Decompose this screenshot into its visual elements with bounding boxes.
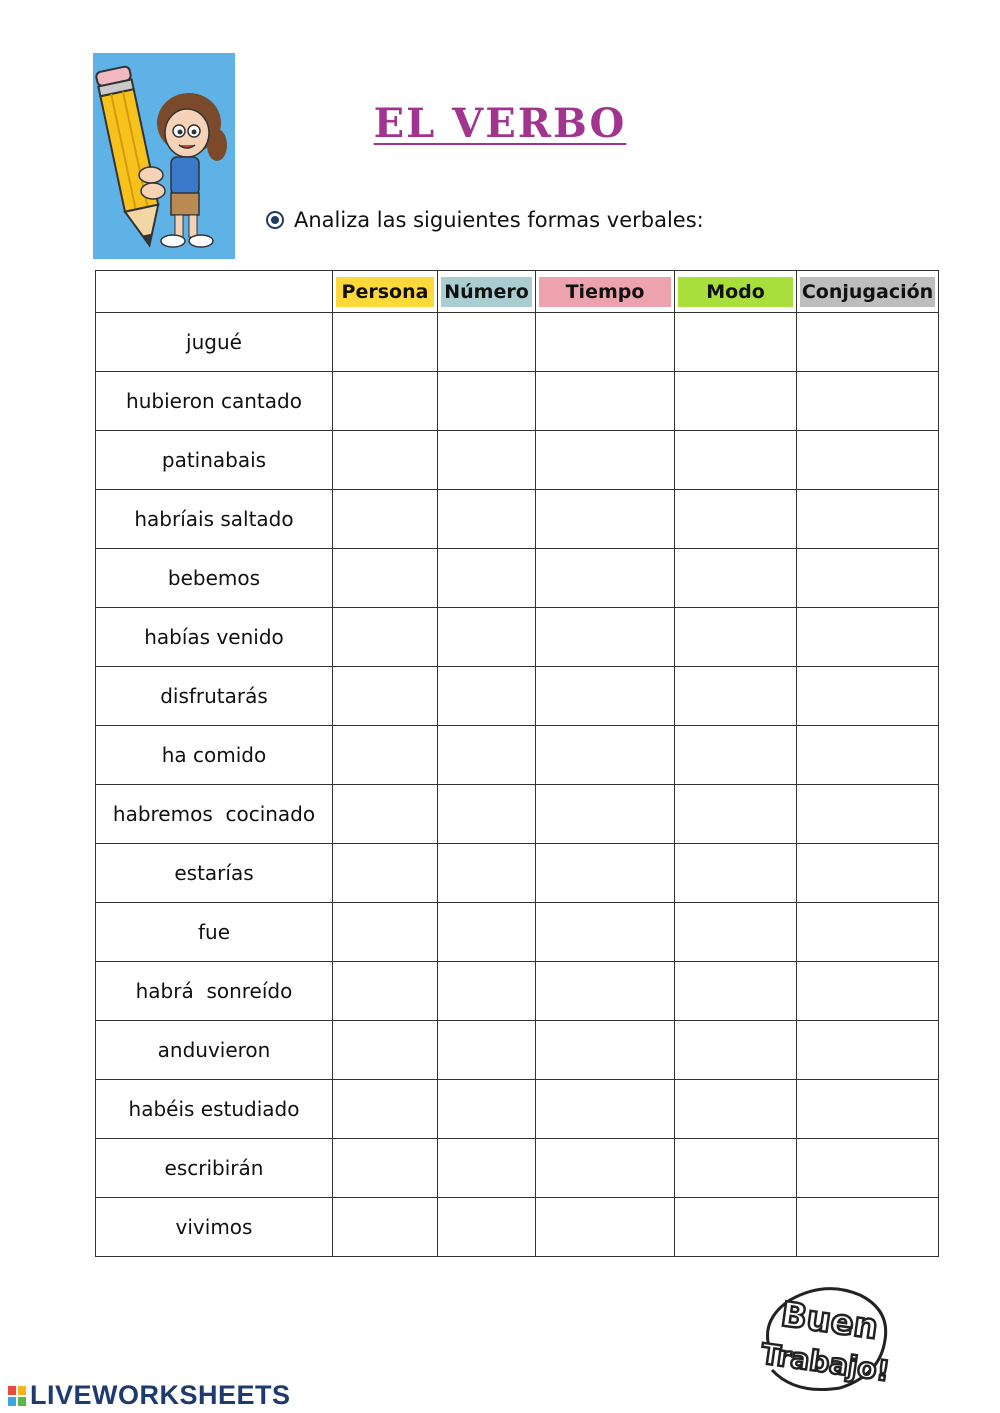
answer-cell[interactable] [438,785,536,844]
answer-cell[interactable] [333,490,438,549]
buen-trabajo-badge [750,1280,900,1395]
answer-cell[interactable] [536,313,675,372]
answer-cell[interactable] [438,1080,536,1139]
answer-cell[interactable] [797,962,939,1021]
table-row [96,608,939,667]
answer-cell[interactable] [333,667,438,726]
answer-cell[interactable] [797,667,939,726]
answer-cell[interactable] [438,608,536,667]
answer-cell[interactable] [438,903,536,962]
answer-cell[interactable] [536,431,675,490]
answer-cell[interactable] [438,1139,536,1198]
answer-cell[interactable] [797,1198,939,1257]
answer-cell[interactable] [675,903,797,962]
answer-cell[interactable] [797,1021,939,1080]
answer-cell[interactable] [438,726,536,785]
answer-cell[interactable] [536,667,675,726]
header-numero: Número [441,277,532,307]
answer-cell[interactable] [675,549,797,608]
header-cell [797,271,939,313]
table-row [96,962,939,1021]
answer-cell[interactable] [675,1139,797,1198]
header-conjugacion: Conjugación [800,277,935,307]
answer-cell[interactable] [536,1198,675,1257]
answer-cell[interactable] [675,608,797,667]
badge-line1: Buen [778,1294,881,1348]
answer-cell[interactable] [536,962,675,1021]
answer-cell[interactable] [438,667,536,726]
answer-cell[interactable] [536,726,675,785]
answer-cell[interactable] [536,1021,675,1080]
girl-with-pencil-icon [93,53,235,259]
answer-cell[interactable] [675,490,797,549]
table-row [96,844,939,903]
instruction [266,208,704,232]
table-row [96,903,939,962]
answer-cell[interactable] [333,372,438,431]
verb-cell: habremos cocinado [96,785,333,844]
verb-cell: patinabais [96,431,333,490]
answer-cell[interactable] [797,490,939,549]
answer-cell[interactable] [675,431,797,490]
table-row [96,1080,939,1139]
table-row [96,372,939,431]
header-modo: Modo [678,277,793,307]
answer-cell[interactable] [797,903,939,962]
verb-cell: habríais saltado [96,490,333,549]
verb-analysis-table [95,270,939,1257]
answer-cell[interactable] [675,785,797,844]
answer-cell[interactable] [675,1198,797,1257]
answer-cell[interactable] [536,785,675,844]
answer-cell[interactable] [797,372,939,431]
footer-brand: LIVEWORKSHEETS [30,1380,291,1410]
answer-cell[interactable] [438,313,536,372]
table-row [96,785,939,844]
answer-cell[interactable] [536,549,675,608]
table-row [96,431,939,490]
answer-cell[interactable] [797,1139,939,1198]
answer-cell[interactable] [536,608,675,667]
answer-cell[interactable] [797,549,939,608]
table-header-row [96,271,939,313]
table-row [96,726,939,785]
answer-cell[interactable] [797,431,939,490]
header-tiempo: Tiempo [539,277,671,307]
answer-cell[interactable] [675,667,797,726]
answer-cell[interactable] [675,726,797,785]
answer-cell[interactable] [333,726,438,785]
answer-cell[interactable] [675,313,797,372]
table-row [96,549,939,608]
header-persona: Persona [336,277,434,307]
answer-cell[interactable] [536,1139,675,1198]
answer-cell[interactable] [797,844,939,903]
answer-cell[interactable] [536,1080,675,1139]
answer-cell[interactable] [536,903,675,962]
girl-with-pencil-illustration [93,53,235,259]
answer-cell[interactable] [797,313,939,372]
header-cell [438,271,536,313]
answer-cell[interactable] [333,313,438,372]
answer-cell[interactable] [333,785,438,844]
answer-cell[interactable] [333,549,438,608]
verb-cell: habrá sonreído [96,962,333,1021]
answer-cell[interactable] [438,490,536,549]
answer-cell[interactable] [797,608,939,667]
answer-cell[interactable] [333,1139,438,1198]
table-row [96,1198,939,1257]
verb-cell: ha comido [96,726,333,785]
bullet-icon [266,211,284,229]
table-row [96,667,939,726]
answer-cell[interactable] [333,431,438,490]
header-cell [536,271,675,313]
answer-cell[interactable] [536,490,675,549]
answer-cell[interactable] [333,903,438,962]
answer-cell[interactable] [536,372,675,431]
header-empty-cell [96,271,333,313]
answer-cell[interactable] [438,1021,536,1080]
liveworksheets-logo [8,1380,291,1411]
verb-cell: disfrutarás [96,667,333,726]
buen-trabajo-stamp-icon [750,1280,900,1395]
answer-cell[interactable] [675,1080,797,1139]
answer-cell[interactable] [797,1080,939,1139]
header-cell [333,271,438,313]
answer-cell[interactable] [438,844,536,903]
answer-cell[interactable] [438,431,536,490]
verb-cell: habéis estudiado [96,1080,333,1139]
table-row [96,1139,939,1198]
answer-cell[interactable] [675,372,797,431]
answer-cell[interactable] [333,1198,438,1257]
answer-cell[interactable] [333,844,438,903]
table-row [96,1021,939,1080]
liveworksheets-mark-icon [8,1386,26,1406]
verb-cell: bebemos [96,549,333,608]
answer-cell[interactable] [438,372,536,431]
verb-cell: escribirán [96,1139,333,1198]
answer-cell[interactable] [797,726,939,785]
answer-cell[interactable] [438,1198,536,1257]
verb-cell: jugué [96,313,333,372]
verb-cell: habías venido [96,608,333,667]
header-cell [675,271,797,313]
instruction-text: Analiza las siguientes formas verbales: [294,208,704,232]
answer-cell[interactable] [333,1080,438,1139]
verb-cell: hubieron cantado [96,372,333,431]
page-title: EL VERBO [373,100,627,147]
verb-cell: vivimos [96,1198,333,1257]
answer-cell[interactable] [797,785,939,844]
verb-cell: anduvieron [96,1021,333,1080]
answer-cell[interactable] [536,844,675,903]
table-row [96,490,939,549]
answer-cell[interactable] [438,962,536,1021]
verb-cell: fue [96,903,333,962]
answer-cell[interactable] [675,844,797,903]
answer-cell[interactable] [675,962,797,1021]
badge-line2: Trabajo! [759,1337,892,1388]
answer-cell[interactable] [333,608,438,667]
verb-cell: estarías [96,844,333,903]
answer-cell[interactable] [438,549,536,608]
table-row [96,313,939,372]
answer-cell[interactable] [675,1021,797,1080]
answer-cell[interactable] [333,962,438,1021]
answer-cell[interactable] [333,1021,438,1080]
